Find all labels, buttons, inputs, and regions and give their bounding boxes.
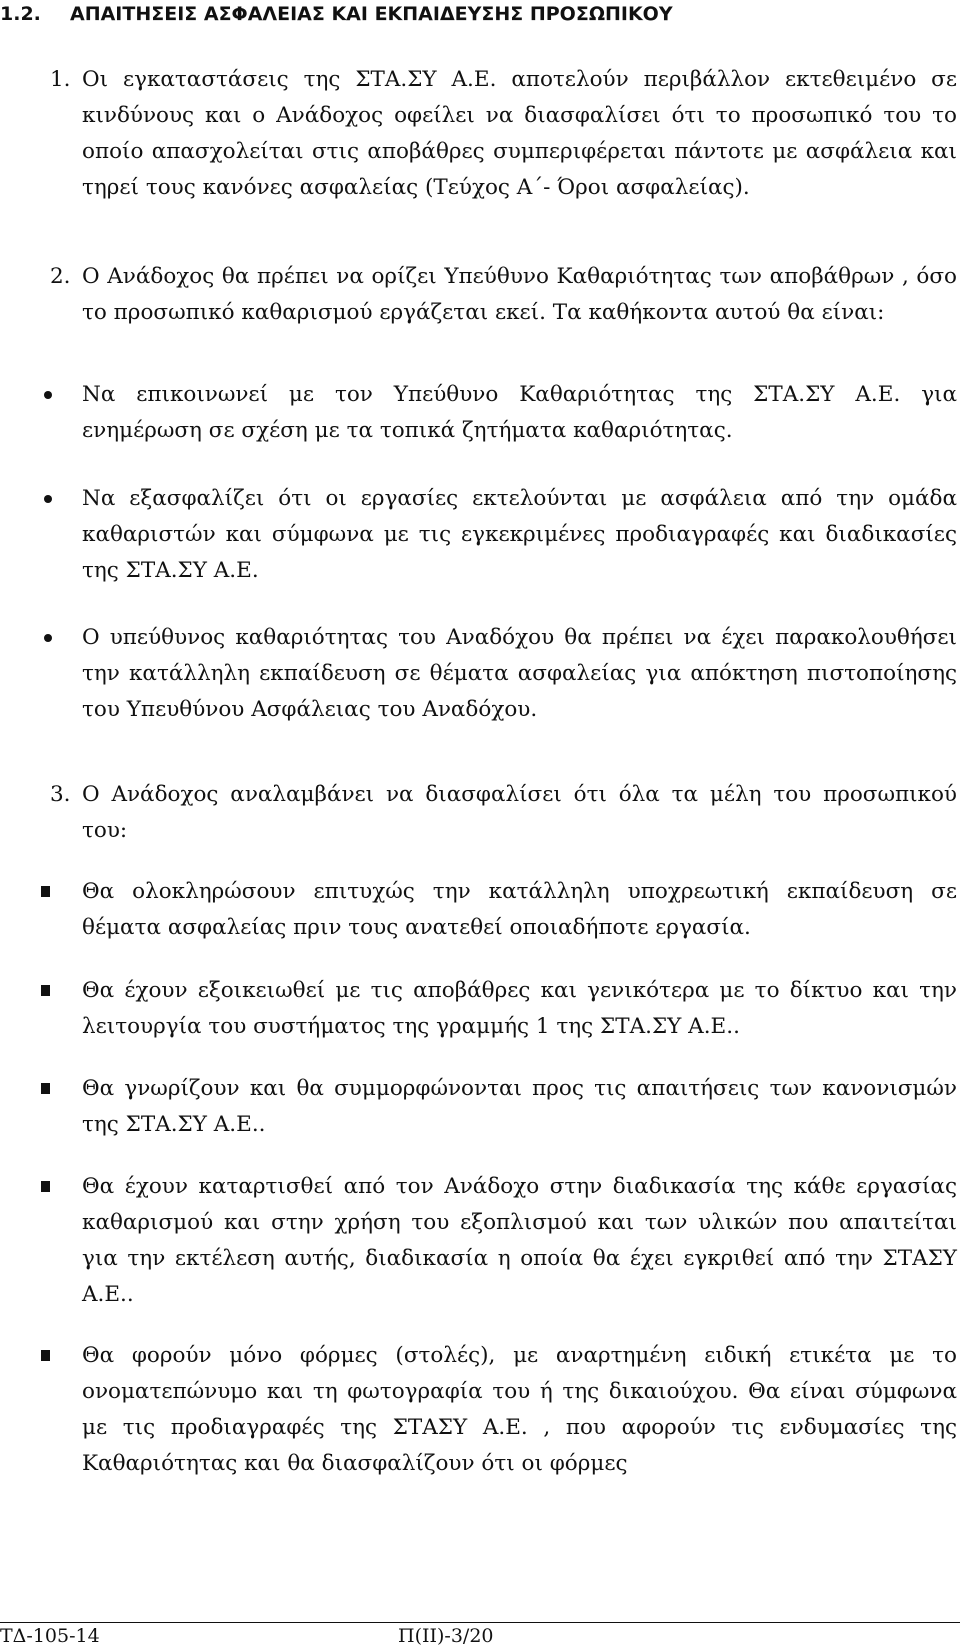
list-item-text: Να εξασφαλίζει ότι οι εργασίες εκτελούνται με ασφάλεια από την ομάδα καθαριστών και σύμφωνα με τις εγκεκριμένες προδιαγραφές και διαδικασίες της ΣΤΑ.ΣΥ Α.Ε. xyxy=(82,486,957,583)
bullet-square-icon xyxy=(41,1350,50,1361)
bullet-dot-icon xyxy=(44,495,52,503)
section-heading xyxy=(0,0,940,28)
section-title: ΑΠΑΙΤΗΣΕΙΣ ΑΣΦΑΛΕΙΑΣ ΚΑΙ ΕΚΠΑΙΔΕΥΣΗΣ ΠΡΟΣΩΠΙΚΟΥ xyxy=(70,3,673,25)
bullet-square-icon xyxy=(41,985,50,996)
list-item xyxy=(82,1071,957,1143)
page-number: Π(ΙΙ)-3/20 xyxy=(398,1625,494,1647)
bullet-dot-icon xyxy=(44,391,52,399)
list-item xyxy=(82,377,957,449)
list-item-text: Ο υπεύθυνος καθαριότητας του Αναδόχου θα πρέπει να έχει παρακολουθήσει την κατάλληλη εκπαίδευση σε θέματα ασφαλείας για απόκτηση πιστοποίησης του Υπευθύνου Ασφάλειας του Αναδόχου. xyxy=(82,625,957,722)
paragraph-text: Ο Ανάδοχος αναλαμβάνει να διασφαλίσει ότι όλα τα μέλη του προσωπικού του: xyxy=(82,782,957,843)
paragraph-3 xyxy=(50,777,957,849)
list-item-text: Θα ολοκληρώσουν επιτυχώς την κατάλληλη υποχρεωτική εκπαίδευση σε θέματα ασφαλείας πριν τους ανατεθεί οποιαδήποτε εργασία. xyxy=(82,879,957,940)
bullet-square-icon xyxy=(41,1181,50,1192)
paragraph-number: 2. xyxy=(50,264,71,289)
bullet-square-icon xyxy=(41,886,50,897)
list-item xyxy=(82,1338,957,1482)
list-item xyxy=(82,973,957,1045)
list-item-text: Θα έχουν εξοικειωθεί με τις αποβάθρες και γενικότερα με το δίκτυο και την λειτουργία του συστήματος της γραμμής 1 της ΣΤΑ.ΣΥ Α.Ε.. xyxy=(82,978,957,1039)
paragraph-number: 1. xyxy=(50,67,71,92)
list-item-text: Θα έχουν καταρτισθεί από τον Ανάδοχο στην διαδικασία της κάθε εργασίας καθαρισμού και στην χρήση του εξοπλισμού και των υλικών που απαιτείται για την εκτέλεση αυτής, διαδικασία η οποία θα έχει εγκριθεί από την ΣΤΑΣΥ Α.Ε.. xyxy=(82,1174,957,1307)
list-item xyxy=(82,874,957,946)
page-footer xyxy=(0,1622,960,1651)
list-item xyxy=(82,1169,957,1313)
list-item xyxy=(82,620,957,728)
section-number: 1.2. xyxy=(0,3,41,25)
paragraph-text: Οι εγκαταστάσεις της ΣΤΑ.ΣΥ Α.Ε. αποτελούν περιβάλλον εκτεθειμένο σε κινδύνους και ο Ανάδοχος οφείλει να διασφαλίσει ότι το προσωπικό του το οποίο απασχολείται στις αποβάθρες συμπεριφέρεται πάντοτε με ασφάλεια και τηρεί τους κανόνες ασφαλείας (Τεύχος Α΄- Όροι ασφαλείας). xyxy=(82,67,957,200)
list-item-text: Θα γνωρίζουν και θα συμμορφώνονται προς τις απαιτήσεις των κανονισμών της ΣΤΑ.ΣΥ Α.Ε.. xyxy=(82,1076,957,1137)
list-item-text: Θα φορούν μόνο φόρμες (στολές), με αναρτημένη ειδική ετικέτα με το ονοματεπώνυμο και τη φωτογραφία του ή της δικαιούχου. Θα είναι σύμφωνα με τις προδιαγραφές της ΣΤΑΣΥ Α.Ε. , που αφορούν τις ενδυμασίες της Καθαριότητας και θα διασφαλίζουν ότι οι φόρμες xyxy=(82,1343,957,1476)
bullet-dot-icon xyxy=(44,634,52,642)
paragraph-2 xyxy=(50,259,957,331)
paragraph-1 xyxy=(50,62,957,206)
paragraph-text: Ο Ανάδοχος θα πρέπει να ορίζει Υπεύθυνο Καθαριότητας των αποβάθρων , όσο το προσωπικό καθαρισμού εργάζεται εκεί. Τα καθήκοντα αυτού θα είναι: xyxy=(82,264,957,325)
list-item-text: Να επικοινωνεί με τον Υπεύθυνο Καθαριότητας της ΣΤΑ.ΣΥ Α.Ε. για ενημέρωση σε σχέση με τα τοπικά ζητήματα καθαριότητας. xyxy=(82,382,957,443)
list-item xyxy=(82,481,957,589)
bullet-square-icon xyxy=(41,1083,50,1094)
paragraph-number: 3. xyxy=(50,782,71,807)
document-code: ΤΔ-105-14 xyxy=(0,1625,100,1647)
